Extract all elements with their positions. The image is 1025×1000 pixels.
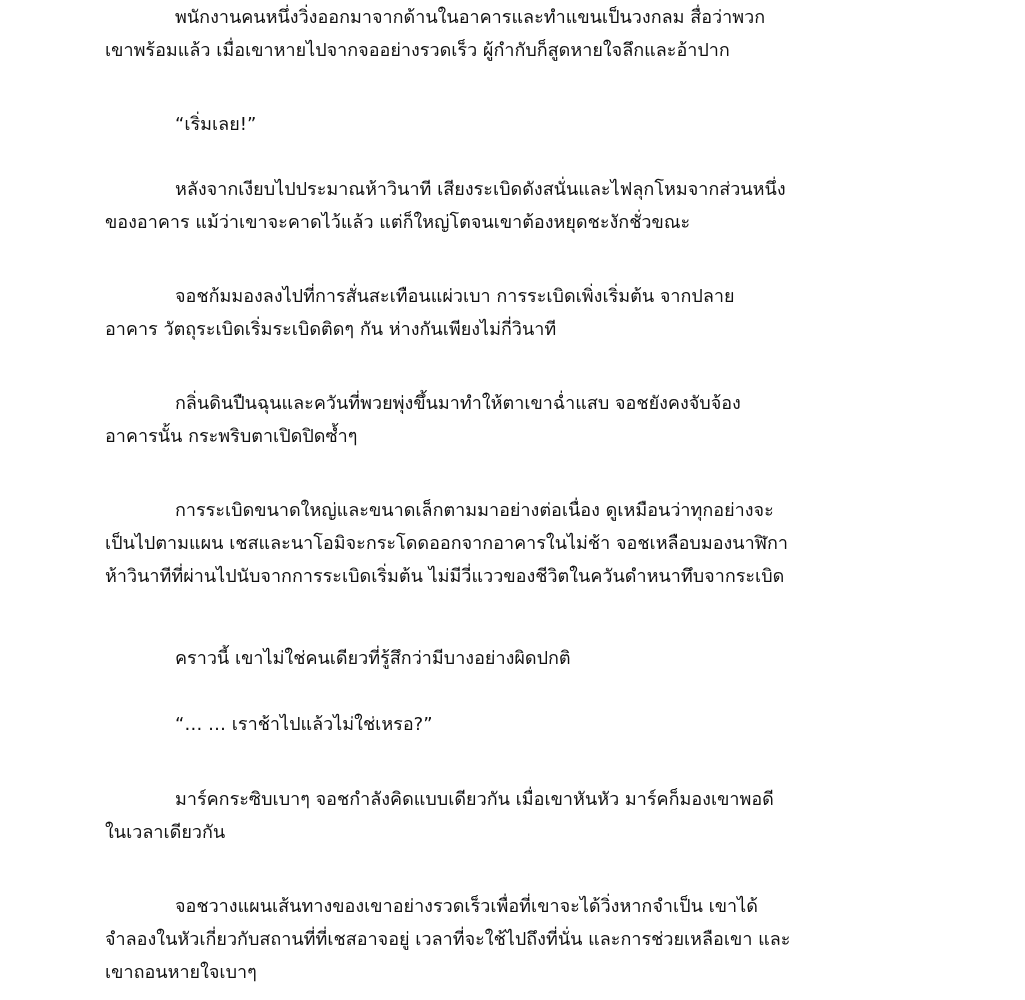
- paragraph-line: เขาพร้อมแล้ว เมื่อเขาหายไปจากจออย่างรวดเร็ว ผู้กำกับก็สูดหายใจลึกและอ้าปาก: [105, 40, 730, 61]
- paragraph-line: ในเวลาเดียวกัน: [105, 822, 226, 843]
- paragraph-6: [105, 494, 910, 593]
- paragraph-10: [105, 890, 910, 989]
- paragraph-3: [105, 173, 910, 239]
- paragraph-line: จำลองในหัวเกี่ยวกับสถานที่ที่เชสอาจอยู่ เวลาที่จะใช้ไปถึงที่นั่น และการช่วยเหลือเขา และ: [105, 929, 791, 950]
- paragraph-line: จอชวางแผนเส้นทางของเขาอย่างรวดเร็วเพื่อที่เขาจะได้วิ่งหากจำเป็น เขาได้: [175, 896, 758, 917]
- paragraph-line: คราวนี้ เขาไม่ใช่คนเดียวที่รู้สึกว่ามีบางอย่างผิดปกติ: [175, 648, 571, 669]
- paragraph-line: กลิ่นดินปืนฉุนและควันที่พวยพุ่งขึ้นมาทำให้ตาเขาฉ่ำแสบ จอชยังคงจับจ้อง: [175, 393, 741, 414]
- paragraph-line: อาคารนั้น กระพริบตาเปิดปิดซ้ำๆ: [105, 426, 358, 447]
- paragraph-7: [105, 642, 910, 675]
- paragraph-line: เขาถอนหายใจเบาๆ: [105, 962, 257, 983]
- paragraph-line: มาร์คกระซิบเบาๆ จอชกำลังคิดแบบเดียวกัน เมื่อเขาหันหัว มาร์คก็มองเขาพอดี: [175, 789, 774, 810]
- paragraph-4: [105, 280, 910, 346]
- paragraph-1: [105, 1, 910, 67]
- paragraph-9: [105, 783, 910, 849]
- paragraph-line: การระเบิดขนาดใหญ่และขนาดเล็กตามมาอย่างต่อเนื่อง ดูเหมือนว่าทุกอย่างจะ: [175, 500, 774, 521]
- paragraph-line: “… … เราช้าไปแล้วไม่ใช่เหรอ?”: [175, 714, 433, 735]
- paragraph-line: หลังจากเงียบไปประมาณห้าวินาที เสียงระเบิดดังสนั่นและไฟลุกโหมจากส่วนหนึ่ง: [175, 179, 786, 200]
- paragraph-line: พนักงานคนหนึ่งวิ่งออกมาจากด้านในอาคารและทำแขนเป็นวงกลม สื่อว่าพวก: [175, 7, 766, 28]
- paragraph-line: อาคาร วัตถุระเบิดเริ่มระเบิดติดๆ กัน ห่างกันเพียงไม่กี่วินาที: [105, 319, 557, 340]
- paragraph-line: “เริ่มเลย!”: [175, 114, 257, 135]
- paragraph-8-dialogue: [105, 708, 910, 741]
- paragraph-line: ของอาคาร แม้ว่าเขาจะคาดไว้แล้ว แต่ก็ใหญ่โตจนเขาต้องหยุดชะงักชั่วขณะ: [105, 212, 691, 233]
- paragraph-2-dialogue: [105, 108, 910, 141]
- paragraph-line: ห้าวินาทีที่ผ่านไปนับจากการระเบิดเริ่มต้น ไม่มีวี่แววของชีวิตในควันดำหนาทึบจากระเบิด: [105, 566, 785, 587]
- paragraph-line: เป็นไปตามแผน เชสและนาโอมิจะกระโดดออกจากอาคารในไม่ช้า จอชเหลือบมองนาฬิกา: [105, 533, 789, 554]
- paragraph-line: จอชก้มมองลงไปที่การสั่นสะเทือนแผ่วเบา การระเบิดเพิ่งเริ่มต้น จากปลาย: [175, 286, 735, 307]
- paragraph-5: [105, 387, 910, 453]
